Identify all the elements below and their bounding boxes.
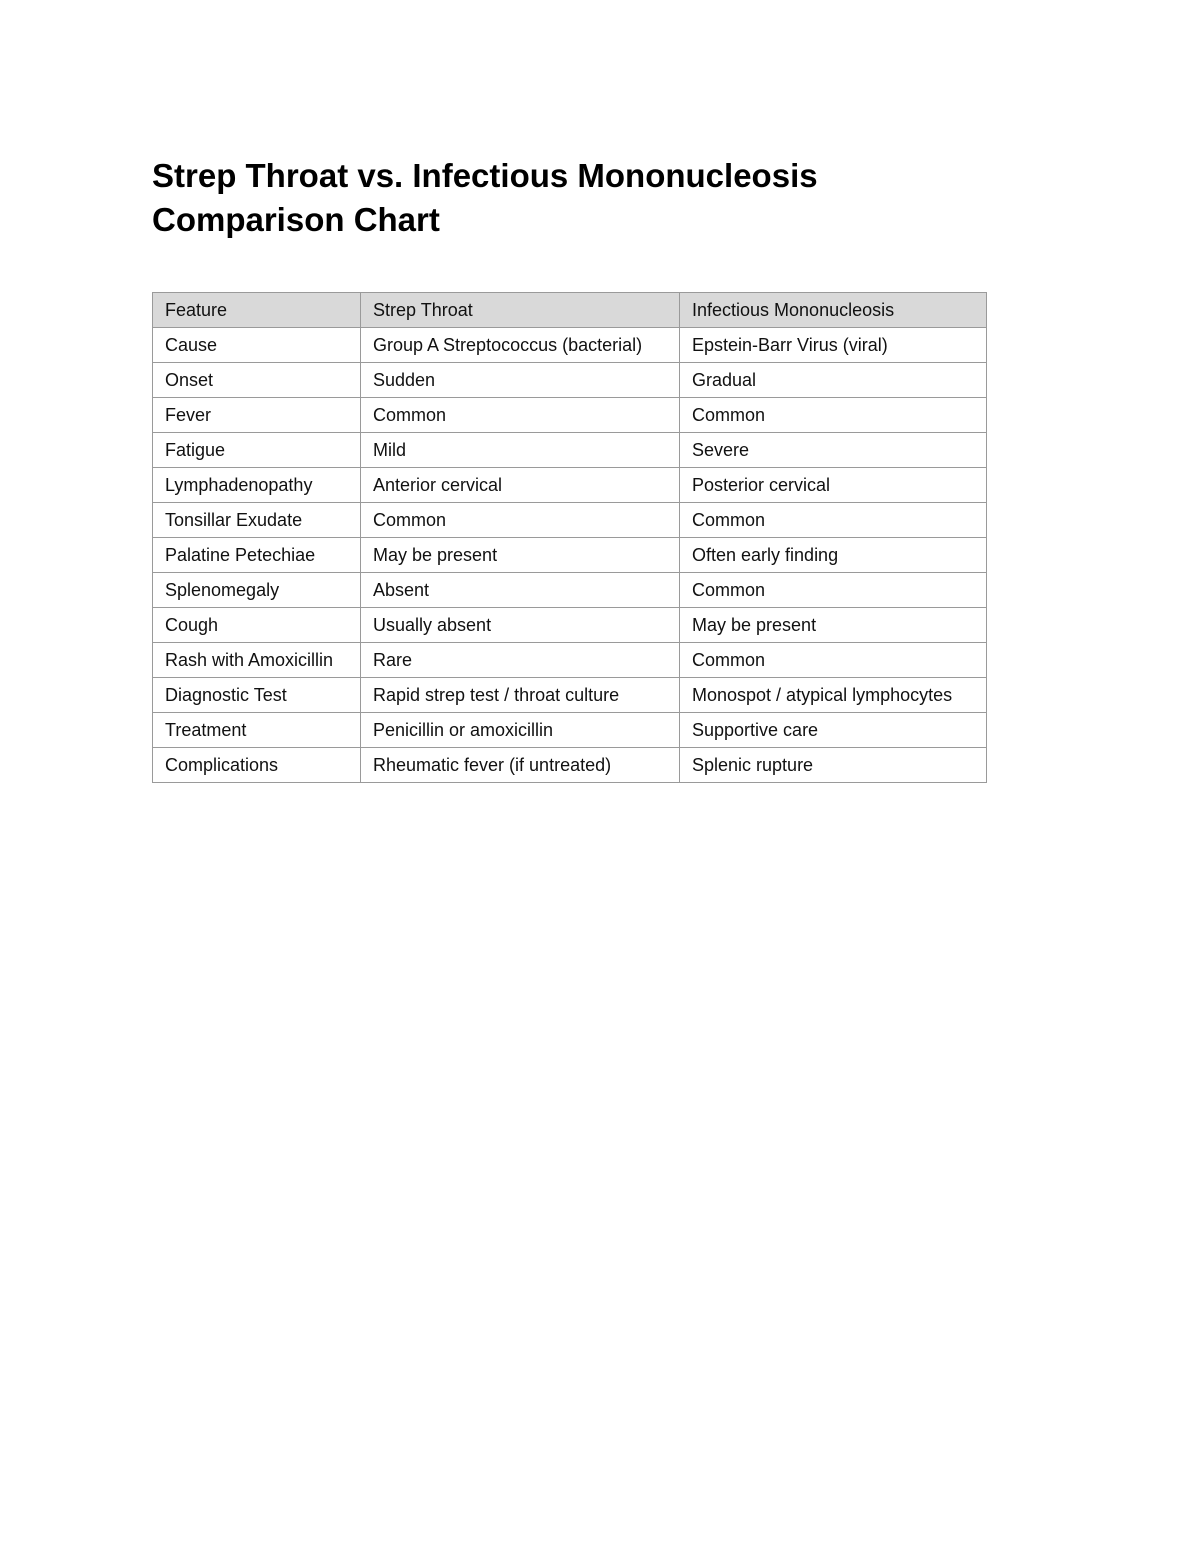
table-row (153, 573, 987, 608)
table-row (153, 538, 987, 573)
mononucleosis-cell: Epstein-Barr Virus (viral) (680, 328, 987, 363)
strep-throat-cell: Rapid strep test / throat culture (361, 678, 680, 713)
feature-cell: Tonsillar Exudate (153, 503, 361, 538)
page-title-line-1: Strep Throat vs. Infectious Mononucleosis (152, 157, 818, 194)
table-row (153, 328, 987, 363)
feature-cell: Treatment (153, 713, 361, 748)
strep-throat-cell: Rheumatic fever (if untreated) (361, 748, 680, 783)
mononucleosis-cell: Splenic rupture (680, 748, 987, 783)
mononucleosis-cell: Common (680, 573, 987, 608)
feature-cell: Cause (153, 328, 361, 363)
column-header-feature: Feature (153, 293, 361, 328)
table-row (153, 398, 987, 433)
column-header-mononucleosis: Infectious Mononucleosis (680, 293, 987, 328)
feature-cell: Fever (153, 398, 361, 433)
feature-cell: Cough (153, 608, 361, 643)
mononucleosis-cell: Often early finding (680, 538, 987, 573)
table-row (153, 678, 987, 713)
strep-throat-cell: Usually absent (361, 608, 680, 643)
feature-cell: Diagnostic Test (153, 678, 361, 713)
feature-cell: Palatine Petechiae (153, 538, 361, 573)
mononucleosis-cell: Common (680, 503, 987, 538)
page-title-line-2: Comparison Chart (152, 201, 440, 238)
table-header-row (153, 293, 987, 328)
strep-throat-cell: Common (361, 503, 680, 538)
feature-cell: Fatigue (153, 433, 361, 468)
strep-throat-cell: Rare (361, 643, 680, 678)
table-row (153, 643, 987, 678)
table-row (153, 468, 987, 503)
table-row (153, 503, 987, 538)
table-row (153, 433, 987, 468)
strep-throat-cell: May be present (361, 538, 680, 573)
feature-cell: Splenomegaly (153, 573, 361, 608)
feature-cell: Complications (153, 748, 361, 783)
page-title (152, 154, 1052, 242)
table-row (153, 608, 987, 643)
feature-cell: Lymphadenopathy (153, 468, 361, 503)
strep-throat-cell: Mild (361, 433, 680, 468)
strep-throat-cell: Group A Streptococcus (bacterial) (361, 328, 680, 363)
mononucleosis-cell: Common (680, 643, 987, 678)
mononucleosis-cell: Posterior cervical (680, 468, 987, 503)
strep-throat-cell: Common (361, 398, 680, 433)
mononucleosis-cell: Common (680, 398, 987, 433)
mononucleosis-cell: Severe (680, 433, 987, 468)
mononucleosis-cell: Supportive care (680, 713, 987, 748)
mononucleosis-cell: May be present (680, 608, 987, 643)
feature-cell: Onset (153, 363, 361, 398)
strep-throat-cell: Penicillin or amoxicillin (361, 713, 680, 748)
table-row (153, 363, 987, 398)
table-row (153, 748, 987, 783)
comparison-table (152, 292, 987, 783)
strep-throat-cell: Sudden (361, 363, 680, 398)
feature-cell: Rash with Amoxicillin (153, 643, 361, 678)
table-row (153, 713, 987, 748)
mononucleosis-cell: Monospot / atypical lymphocytes (680, 678, 987, 713)
column-header-strep-throat: Strep Throat (361, 293, 680, 328)
strep-throat-cell: Anterior cervical (361, 468, 680, 503)
strep-throat-cell: Absent (361, 573, 680, 608)
mononucleosis-cell: Gradual (680, 363, 987, 398)
